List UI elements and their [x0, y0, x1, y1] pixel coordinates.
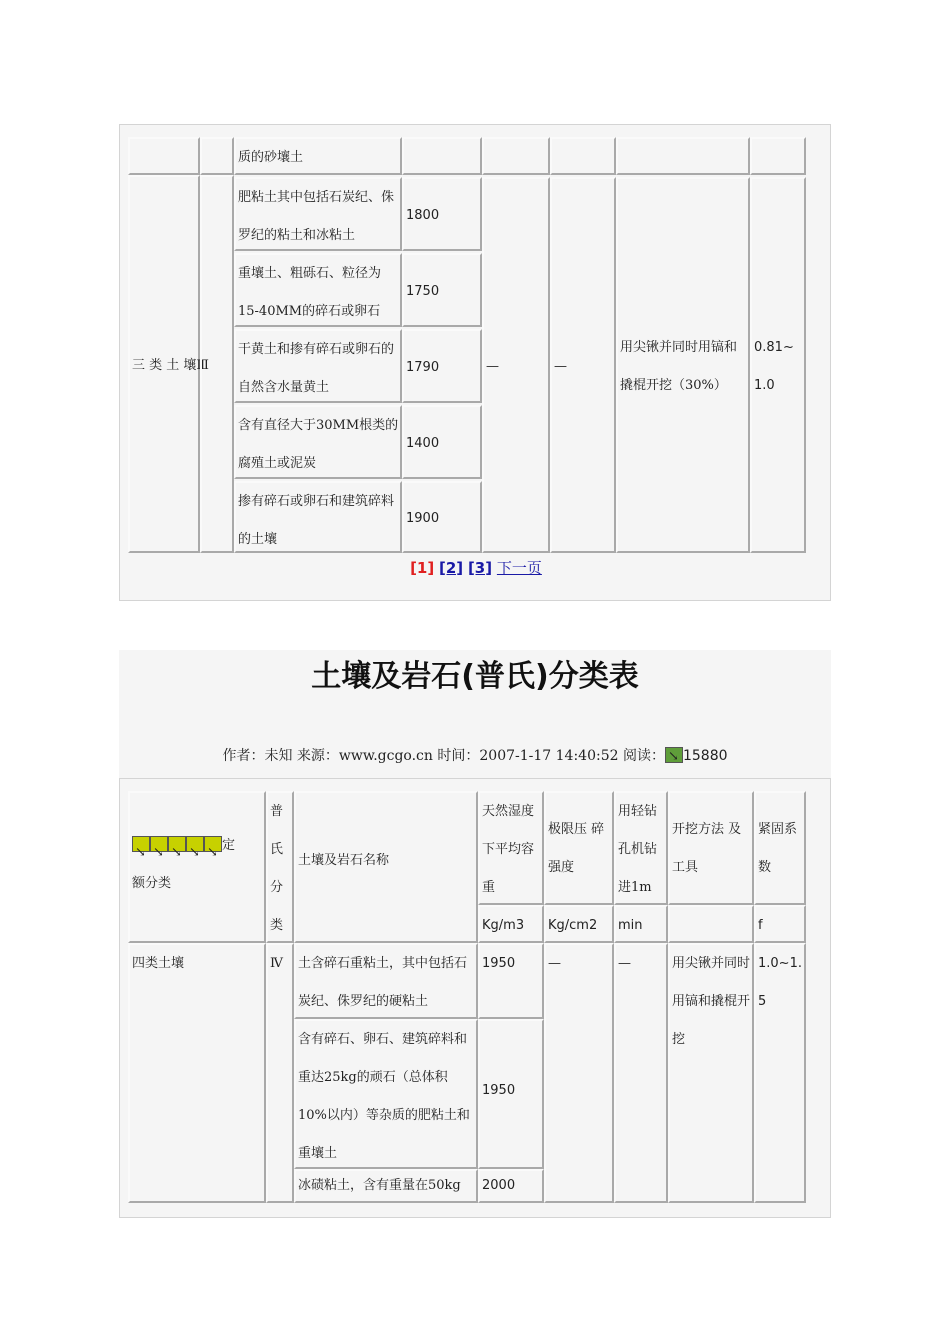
table-cell [616, 137, 750, 175]
reads-label: 阅读： [622, 748, 665, 764]
strength-cell: — [544, 943, 614, 1203]
drill-unit: min [614, 905, 668, 943]
soil-name-cell: 含有直径大于30MM根类的腐殖土或泥炭 [234, 405, 402, 479]
method-header: 开挖方法 及工具 [668, 791, 754, 905]
density-unit: Kg/m3 [478, 905, 544, 943]
soil-name-cell: 掺有碎石或卵石和建筑碎料的土壤 [234, 481, 402, 553]
method-cell [616, 177, 750, 553]
coef-cell [750, 177, 806, 553]
density-cell: 1900 [402, 481, 482, 553]
name-header: 土壤及岩石名称 [294, 791, 478, 943]
coef-unit: f [754, 905, 806, 943]
reads-icon [665, 747, 683, 763]
page-3-link[interactable]: [3] [467, 559, 493, 577]
star-icon [132, 836, 150, 852]
soil-table [128, 791, 806, 1203]
star-icon [186, 836, 204, 852]
pushi-value-cell: Ⅳ [266, 943, 294, 1203]
strength-header: 极限压 碎强度 [544, 791, 614, 905]
table-cell [200, 175, 234, 553]
table-cell [128, 137, 200, 175]
soil-name-cell: 土含碎石重粘土，其中包括石炭纪、侏罗纪的硬粘土 [294, 943, 478, 1019]
drill-header: 用轻钻孔机钻进1m [614, 791, 668, 905]
method-unit [668, 905, 754, 943]
density-cell: 2000 [478, 1169, 544, 1203]
quota-header-line2: 额分类 [132, 876, 172, 891]
soil-category-cell: 三 类 土 壤Ⅲ [128, 175, 200, 553]
drill-cell: — [550, 177, 616, 553]
soil-name-cell: 干黄土和掺有碎石或卵石的自然含水量黄土 [234, 329, 402, 403]
density-cell: 1400 [402, 405, 482, 479]
table-cell [750, 137, 806, 175]
soil-table-continued [128, 137, 806, 553]
table-panel-2 [119, 778, 831, 1218]
density-cell: 1800 [402, 177, 482, 251]
pushi-header: 普氏分类 [266, 791, 294, 943]
reads-count: 15880 [682, 748, 728, 764]
page-2-link[interactable]: [2] [439, 559, 464, 577]
soil-name-cell: 冰碛粘土，含有重量在50kg [294, 1169, 478, 1203]
soil-name-cell: 肥粘土其中包括石炭纪、侏罗纪的粘土和冰粘土 [234, 177, 402, 251]
table-cell [482, 137, 550, 175]
density-cell: 1950 [478, 1019, 544, 1169]
strength-unit: Kg/cm2 [544, 905, 614, 943]
star-icon [150, 836, 168, 852]
density-header: 天然湿度下平均容重 [478, 791, 544, 905]
table-cell [550, 137, 616, 175]
table-cell [200, 137, 234, 175]
time-label: 时间：2007-1-17 14:40:52 [437, 748, 619, 764]
star-icon [204, 836, 222, 852]
quota-header-line1 [132, 827, 235, 865]
drill-cell: — [614, 943, 668, 1203]
soil-category-cell: 四类土壤 [128, 943, 266, 1203]
soil-name-cell: 重壤土、粗砾石、粒径为15-40MM的碎石或卵石 [234, 253, 402, 327]
soil-name-cell: 质的砂壤土 [234, 137, 402, 175]
coef-text: 0.81~1.0 [754, 340, 794, 393]
density-cell: 1750 [402, 253, 482, 327]
strength-cell: — [482, 177, 550, 553]
next-page-link[interactable]: 下一页 [496, 559, 542, 577]
pagination [120, 557, 832, 578]
coef-header: 紧固系数 [754, 791, 806, 905]
table-panel-1 [119, 124, 831, 601]
soil-name-cell: 含有碎石、卵石、建筑碎料和重达25kg的顽石（总体积10%以内）等杂质的肥粘土和重壤土 [294, 1019, 478, 1169]
quota-header [128, 791, 266, 943]
density-cell: 1950 [478, 943, 544, 1019]
article-meta [119, 744, 831, 768]
coef-cell: 1.0~1.5 [754, 943, 806, 1203]
density-cell: 1790 [402, 329, 482, 403]
source-label: 来源：www.gcgo.cn [296, 748, 433, 764]
table-cell [402, 137, 482, 175]
method-text: 用尖锹并同时用镐和撬棍开挖（30%） [620, 340, 738, 393]
author-label: 作者：未知 [222, 748, 293, 764]
method-cell: 用尖锹并同时用镐和撬棍开挖 [668, 943, 754, 1203]
page-title: 土壤及岩石(普氏)分类表 [311, 659, 639, 694]
quota-header-char: 定 [222, 838, 236, 853]
page-1-link[interactable]: [1] [410, 559, 435, 577]
star-icon [168, 836, 186, 852]
